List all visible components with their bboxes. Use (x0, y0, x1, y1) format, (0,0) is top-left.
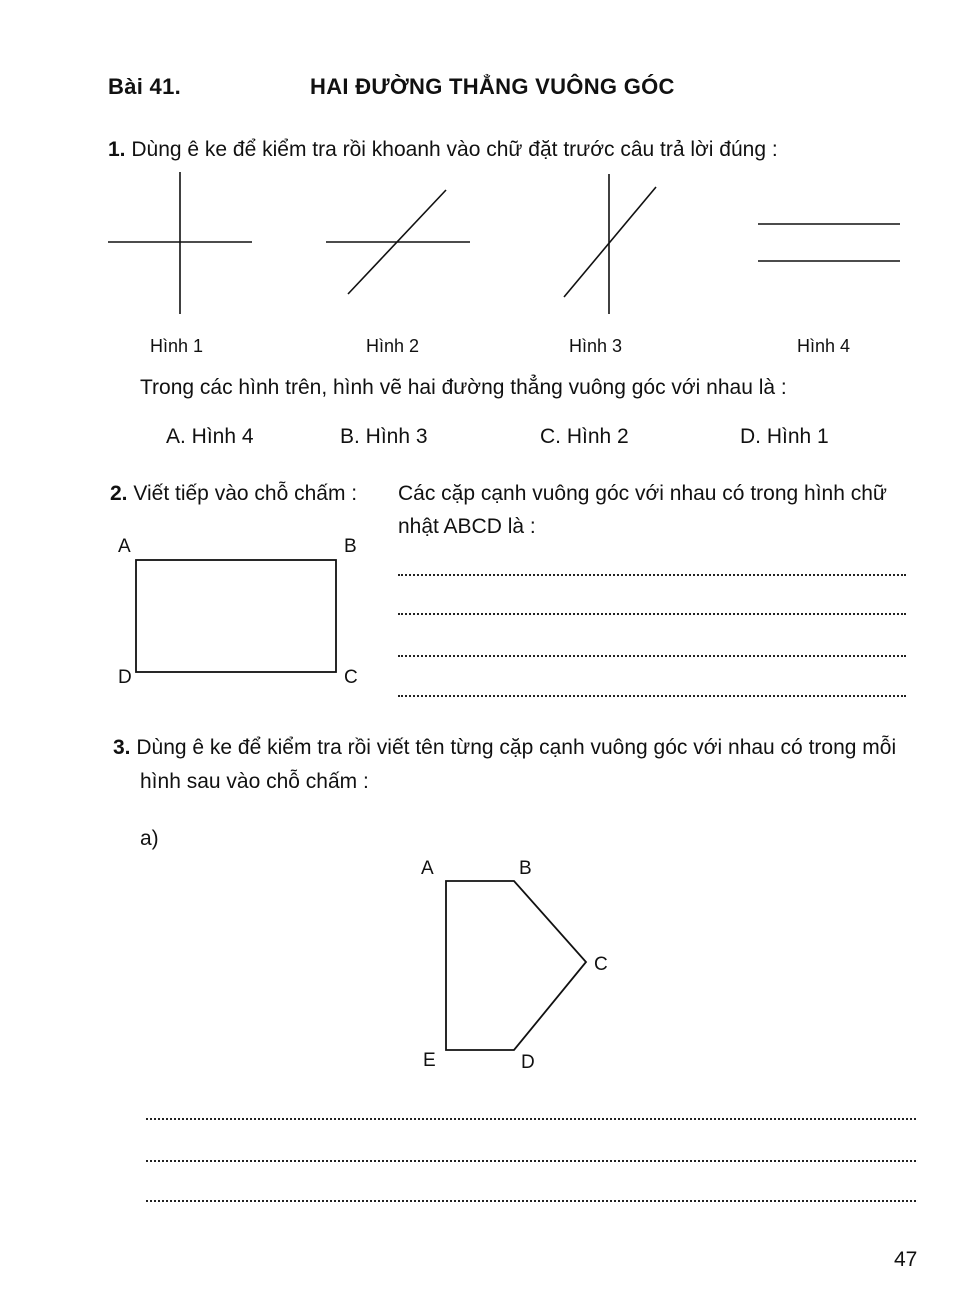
question-3-part-a: a) (140, 827, 159, 850)
figure-4-caption: Hình 4 (797, 336, 851, 356)
pentagon-vertex-c: C (594, 954, 608, 975)
q3-answer-line-3[interactable] (146, 1200, 916, 1202)
question-2-number: 2. (110, 482, 128, 505)
question-2-desc-line2: nhật ABCD là : (398, 515, 536, 538)
q2-answer-line-4[interactable] (398, 695, 906, 697)
q2-answer-line-2[interactable] (398, 613, 906, 615)
question-3-text-line2: hình sau vào chỗ chấm : (140, 770, 369, 793)
q3-answer-line-2[interactable] (146, 1160, 916, 1162)
rectangle-abcd (136, 560, 336, 672)
figure-2-intersecting-lines (326, 190, 470, 294)
page-number: 47 (894, 1248, 918, 1271)
rect-vertex-b: B (344, 536, 357, 557)
question-1-prompt: Trong các hình trên, hình vẽ hai đường thẳng vuông góc với nhau là : (140, 376, 787, 399)
rect-vertex-c: C (344, 667, 358, 688)
figure-4-parallel-lines (758, 224, 900, 261)
question-3-text-line1: Dùng ê ke để kiểm tra rồi viết tên từng cặp cạnh vuông góc với nhau có trong mỗi (136, 736, 897, 759)
q3-answer-line-1[interactable] (146, 1118, 916, 1120)
pentagon-vertex-d: D (521, 1052, 535, 1073)
question-2 (110, 482, 357, 506)
q2-answer-line-1[interactable] (398, 574, 906, 576)
figure-2-caption: Hình 2 (366, 336, 420, 356)
question-1-number: 1. (108, 138, 126, 161)
rect-vertex-a: A (118, 536, 131, 557)
question-1-text: Dùng ê ke để kiểm tra rồi khoanh vào chữ đặt trước câu trả lời đúng : (131, 138, 778, 161)
pentagon-vertex-a: A (421, 858, 434, 879)
pentagon-abcde (446, 881, 586, 1050)
pentagon-vertex-e: E (423, 1050, 436, 1071)
page-title: HAI ĐƯỜNG THẲNG VUÔNG GÓC (310, 74, 675, 99)
option-b[interactable]: B. Hình 3 (340, 425, 428, 448)
option-a[interactable]: A. Hình 4 (166, 425, 254, 448)
lesson-number: Bài 41. (108, 74, 182, 99)
q2-answer-line-3[interactable] (398, 655, 906, 657)
figure-3-caption: Hình 3 (569, 336, 623, 356)
question-2-desc-line1: Các cặp cạnh vuông góc với nhau có trong hình chữ (398, 482, 887, 505)
option-d[interactable]: D. Hình 1 (740, 425, 829, 448)
rect-vertex-d: D (118, 667, 132, 688)
question-3-number: 3. (113, 736, 131, 759)
question-3 (113, 736, 896, 760)
option-c[interactable]: C. Hình 2 (540, 425, 629, 448)
question-2-text: Viết tiếp vào chỗ chấm : (133, 482, 358, 505)
pentagon-vertex-b: B (519, 858, 532, 879)
figure-3-intersecting-lines (564, 174, 656, 314)
figure-1-perpendicular-lines (108, 172, 252, 314)
figure-1-caption: Hình 1 (150, 336, 204, 356)
